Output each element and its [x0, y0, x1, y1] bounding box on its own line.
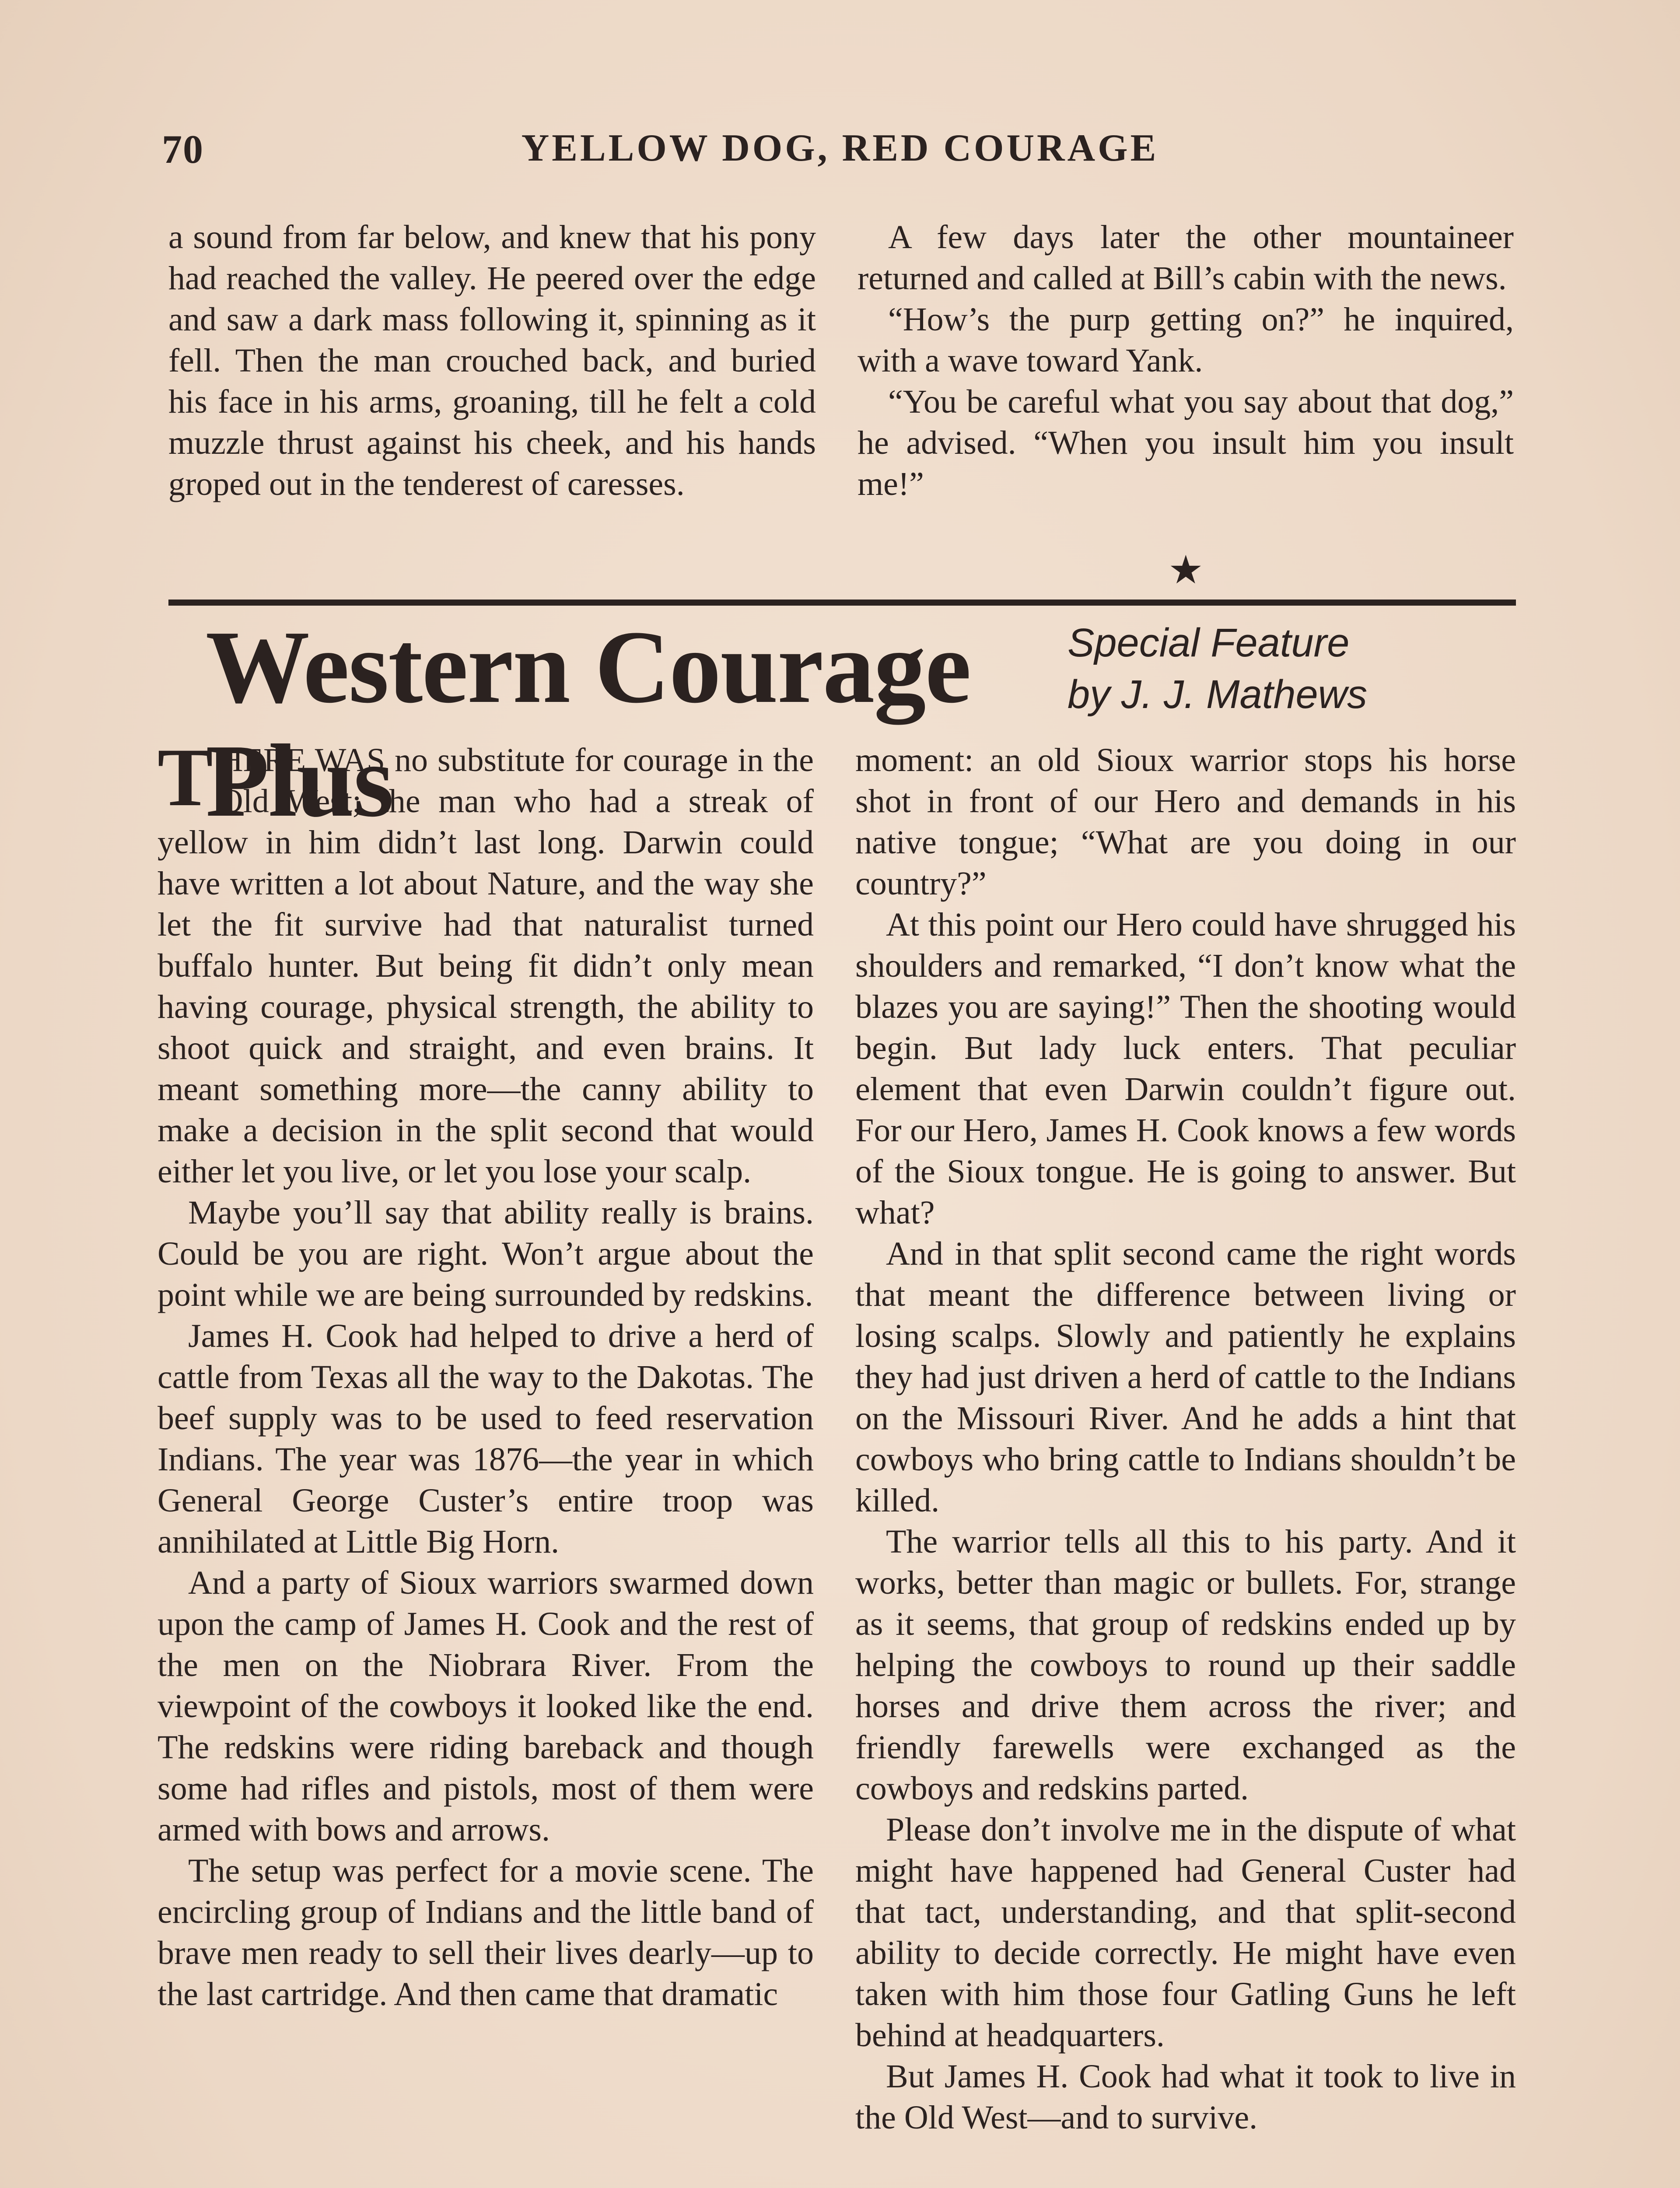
page-number: 70 — [162, 127, 204, 172]
feature-subtitle: Special Feature — [1068, 621, 1350, 665]
drop-cap: T — [158, 732, 213, 824]
paragraph: “You be careful what you say about that dog,” he advised. “When you insult him you insult me!” — [858, 383, 1514, 502]
end-star-icon: ★ — [1168, 549, 1204, 592]
feature-title: Western Courage Plus — [206, 610, 971, 838]
paragraph: Maybe you’ll say that ability really is brains. Could be you are right. Won’t argue about the point while we are being surrounded by redskins. — [158, 1194, 814, 1313]
paragraph: “How’s the purp getting on?” he inquired, with a wave toward Yank. — [858, 301, 1514, 379]
page-header — [162, 126, 1518, 179]
paragraph: a sound from far below, and knew that his pony had reached the valley. He peered over the edge and saw a dark mass following it, spinning as it fell. Then the man crouched back, and buried his face in his arms, groaning, till he felt a cold muzzle thrust against his cheek, and his hands groped out in the tenderest of caresses. — [168, 219, 816, 502]
paragraph-text: HERE WAS no substitute for courage in the Old West; the man who had a streak of yellow in him didn’t last long. Darwin could have written a lot about Nature, and the way she let the fit survive had that naturalist turned buffalo hunter. But being fit didn’t only mean having courage, physical strength, the ability to shoot quick and straight, and even brains. It meant something more—the canny ability to make a decision in the split second that would either let you live, or let you lose your scalp. — [158, 742, 814, 1190]
feature-right-column — [855, 740, 1516, 2138]
paragraph: At this point our Hero could have shrugged his shoulders and remarked, “I don’t know what the blazes you are saying!” Then the shooting would begin. But lady luck enters. That peculiar element that even Darwin couldn’t figure out. For our Hero, James H. Cook knows a few words of the Sioux tongue. He is going to answer. But what? — [855, 906, 1516, 1231]
paragraph: The setup was perfect for a movie scene. The encircling group of Indians and the little band of brave men ready to sell their lives dearly—up to the last cartridge. And then came that dramatic — [158, 1852, 814, 2013]
paragraph: And a party of Sioux warriors swarmed down upon the camp of James H. Cook and the rest of the men on the Niobrara River. From the viewpoint of the cowboys it looked like the end. The redskins were riding bareback and though some had rifles and pistols, most of them were armed with bows and arrows. — [158, 1564, 814, 1848]
feature-left-column — [158, 732, 814, 2015]
running-title: YELLOW DOG, RED COURAGE — [521, 127, 1159, 169]
feature-author: by J. J. Mathews — [1068, 672, 1368, 717]
paragraph: A few days later the other mountaineer returned and called at Bill’s cabin with the news. — [858, 219, 1514, 297]
paragraph: And in that split second came the right words that meant the difference between living or losing scalps. Slowly and patiently he explains they had just driven a herd of cattle to the Indians on the Missouri River. And he adds a hint that cowboys who bring cattle to Indians shouldn’t be killed. — [855, 1235, 1516, 1519]
section-divider — [168, 600, 1516, 606]
paragraph: The warrior tells all this to his party. And it works, better than magic or bullets. For, strange as it seems, that group of redskins ended up by helping the cowboys to round up their saddle horses and drive them across the river; and friendly farewells were exchanged as the cowboys and redskins parted. — [855, 1523, 1516, 1807]
paragraph: But James H. Cook had what it took to live in the Old West—and to survive. — [855, 2058, 1516, 2136]
paragraph-with-drop-cap — [158, 732, 814, 1192]
feature-byline — [1068, 617, 1527, 720]
prev-story-left-column — [168, 217, 816, 505]
paragraph: moment: an old Sioux warrior stops his horse shot in front of our Hero and demands in his native tongue; “What are you doing in our country?” — [855, 742, 1516, 902]
paragraph: Please don’t involve me in the dispute of what might have happened had General Custer had that tact, understanding, and that split-second ability to decide correctly. He might have even taken with him those four Gatling Guns he left behind at headquarters. — [855, 1811, 1516, 2054]
prev-story-right-column — [858, 217, 1514, 505]
paragraph: James H. Cook had helped to drive a herd of cattle from Texas all the way to the Dakotas. The beef supply was to be used to feed reservation Indians. The year was 1876—the year in which General George Custer’s entire troop was annihilated at Little Big Horn. — [158, 1318, 814, 1560]
